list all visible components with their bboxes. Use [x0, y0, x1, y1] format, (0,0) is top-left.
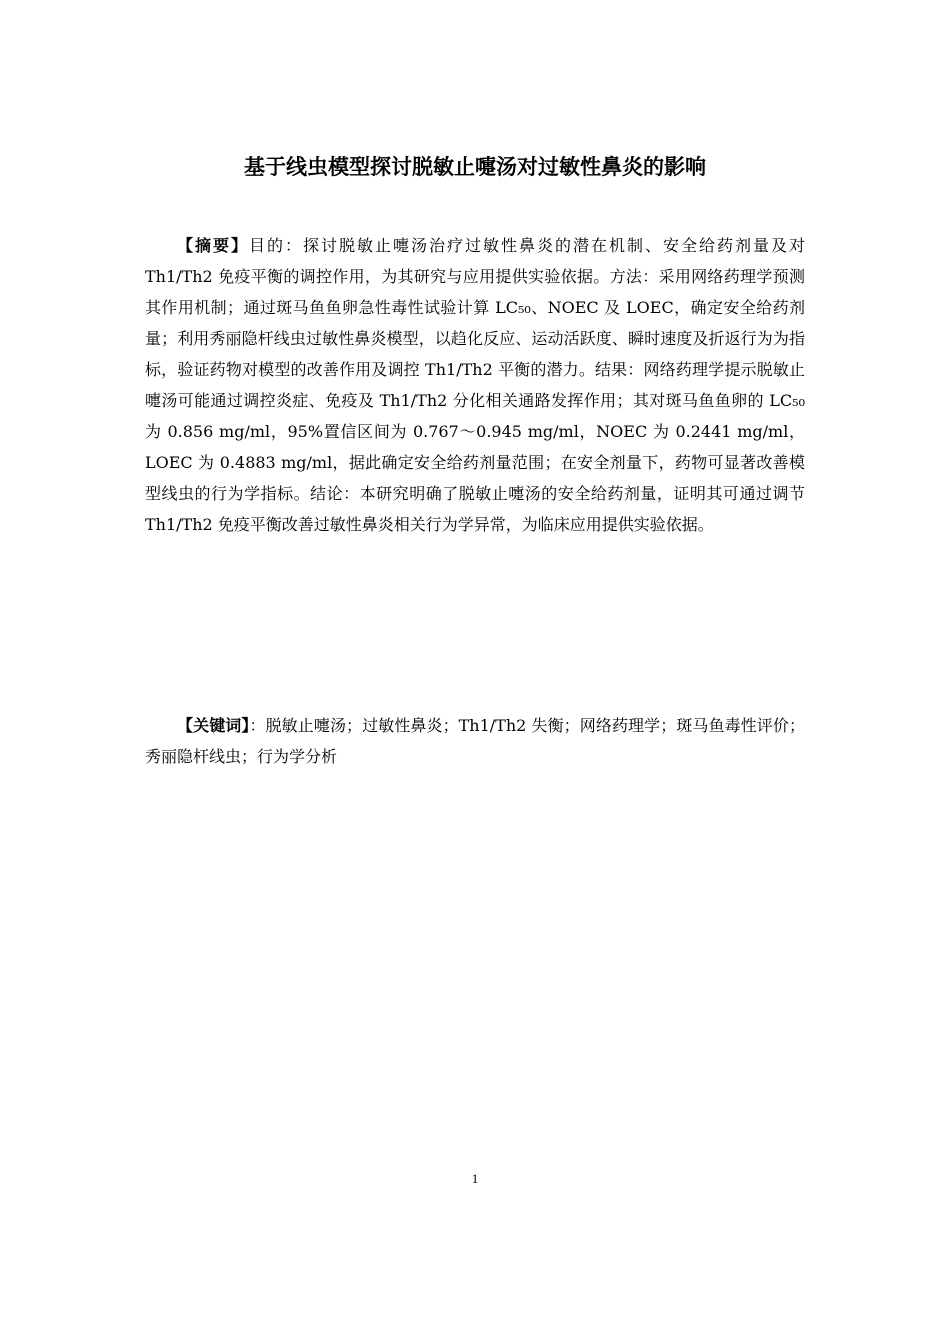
- keywords-text: ：脱敏止嚏汤；过敏性鼻炎；Th1/Th2 失衡；网络药理学；斑马鱼毒性评价；秀丽隐杆线虫；行为学分析: [145, 716, 805, 766]
- abstract-paragraph: [145, 230, 805, 540]
- abstract-label: 【摘要】: [177, 236, 249, 255]
- abstract-text: 目的：探讨脱敏止嚏汤治疗过敏性鼻炎的潜在机制、安全给药剂量及对 Th1/Th2 免疫平衡的调控作用，为其研究与应用提供实验依据。方法：采用网络药理学预测其作用机制；通过斑马鱼鱼卵急性毒性试验计算 LC₅₀、NOEC 及 LOEC，确定安全给药剂量；利用秀丽隐杆线虫过敏性鼻炎模型，以趋化反应、运动活跃度、瞬时速度及折返行为为指标，验证药物对模型的改善作用及调控 Th1/Th2 平衡的潜力。结果：网络药理学提示脱敏止嚏汤可能通过调控炎症、免疫及 Th1/Th2 分化相关通路发挥作用；其对斑马鱼鱼卵的 LC₅₀ 为 0.856 mg/ml，95%置信区间为 0.767～0.945 mg/ml，NOEC 为 0.2441 mg/ml，LOEC 为 0.4883 mg/ml，据此确定安全给药剂量范围；在安全剂量下，药物可显著改善模型线虫的行为学指标。结论：本研究明确了脱敏止嚏汤的安全给药剂量，证明其可通过调节 Th1/Th2 免疫平衡改善过敏性鼻炎相关行为学异常，为临床应用提供实验依据。: [145, 236, 805, 534]
- page-number: 1: [471, 1171, 479, 1186]
- keywords-label: 【关键词】: [177, 716, 250, 735]
- paper-title: 基于线虫模型探讨脱敏止嚏汤对过敏性鼻炎的影响: [244, 155, 706, 179]
- keywords-paragraph: [145, 710, 805, 772]
